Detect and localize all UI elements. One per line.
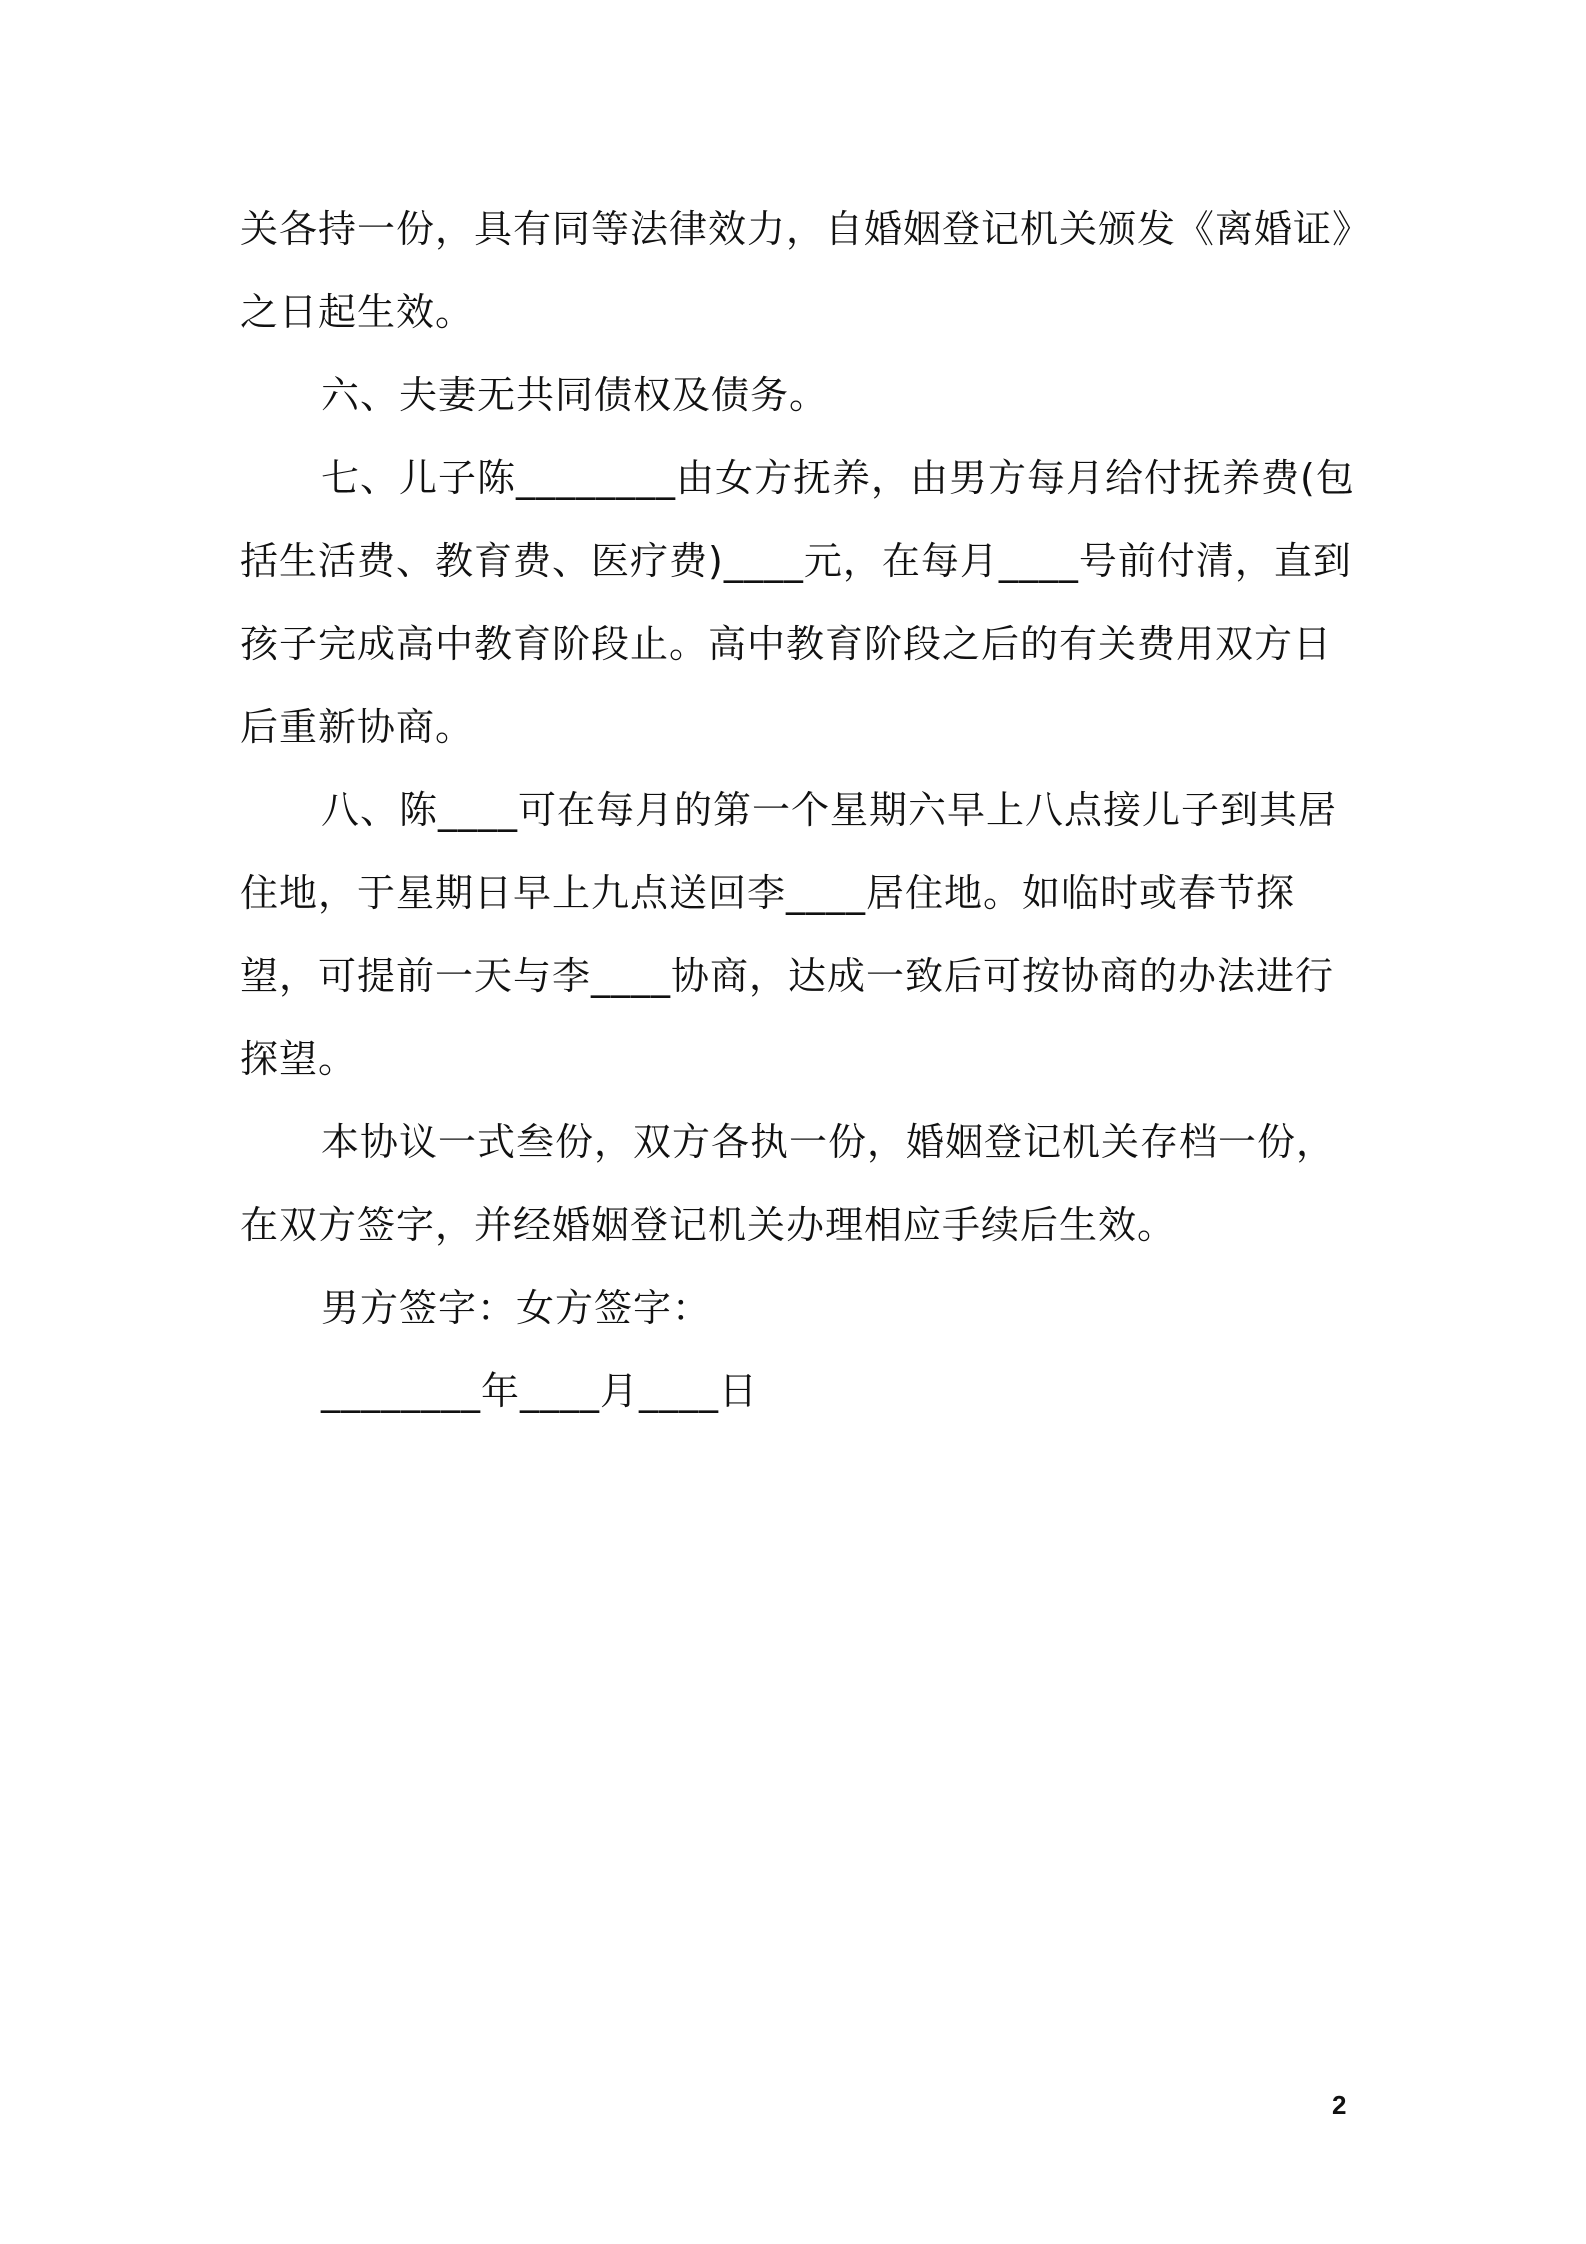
paragraph-clause-eight: 八、陈____可在每月的第一个星期六早上八点接儿子到其居住地，于星期日早上九点送回李____居住地。如临时或春节探望，可提前一天与李____协商，达成一致后可按协商的办法进行探望。: [240, 788, 1338, 1081]
paragraph-clause-seven: 七、儿子陈________由女方抚养，由男方每月给付抚养费(包括生活费、教育费、医疗费)____元，在每月____号前付清，直到孩子完成高中教育阶段止。高中教育阶段之后的有关费用双方日后重新协商。: [240, 456, 1355, 749]
signature-line: 男方签字：女方签字：: [321, 1286, 712, 1330]
paragraph-effective-clause: 关各持一份，具有同等法律效力，自婚姻登记机关颁发《离婚证》之日起生效。: [240, 207, 1353, 334]
paragraph-clause-six: 六、夫妻无共同债权及债务。: [321, 373, 829, 417]
document-body: [240, 188, 1360, 1433]
paragraph-copies-clause: 本协议一式叁份，双方各执一份，婚姻登记机关存档一份，在双方签字，并经婚姻登记机关办理相应手续后生效。: [240, 1120, 1336, 1247]
date-line: ________年____月____日: [321, 1369, 759, 1413]
page-number: 2: [1332, 2090, 1347, 2120]
